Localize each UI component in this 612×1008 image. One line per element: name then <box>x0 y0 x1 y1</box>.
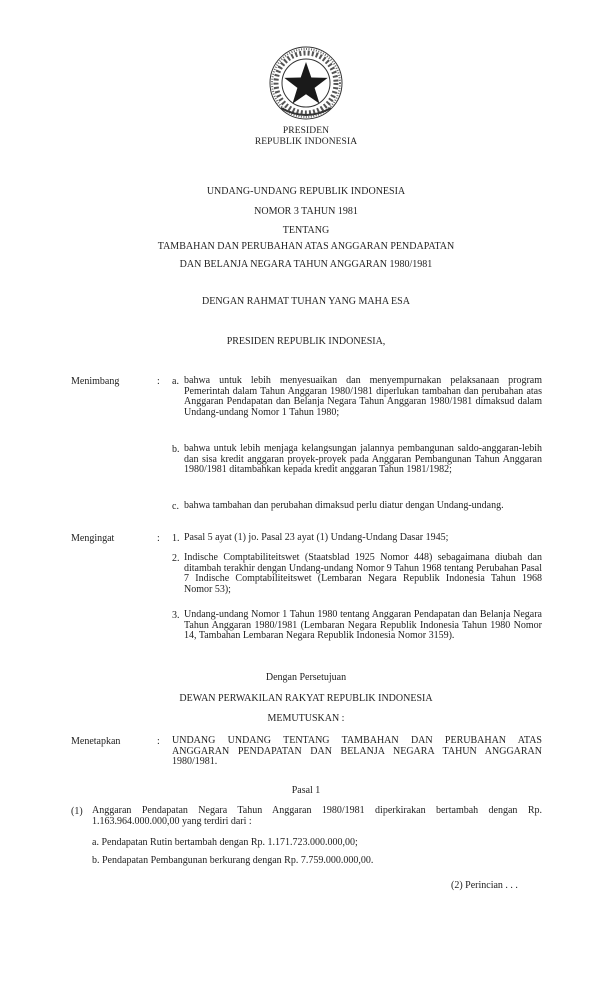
mengingat-colon: : <box>157 533 160 544</box>
pasal-heading: Pasal 1 <box>291 785 321 796</box>
menetapkan-colon: : <box>157 736 160 747</box>
president-line: PRESIDEN REPUBLIK INDONESIA, <box>226 336 386 347</box>
mengingat-3-mark: 3. <box>172 610 180 621</box>
menimbang-label: Menimbang <box>71 376 120 387</box>
page-footer-continuation: (2) Perincian . . . <box>451 880 518 891</box>
menimbang-b-mark: b. <box>172 444 180 455</box>
menetapkan-text: UNDANG UNDANG TENTANG TAMBAHAN DAN PERUBAHAN ATAS ANGGARAN PENDAPATAN DAN BELANJA NEGARA TAHUN ANGGARAN 1980/1981. <box>172 735 542 767</box>
mengingat-2-mark: 2. <box>172 553 180 564</box>
mengingat-2-text: Indische Comptabiliteitswet (Staatsblad 1925 Nomor 448) sebagaimana diubah dan ditambah terakhir dengan Undang-undang Nomor 9 Tahun 1968 tentang Perubahan Pasal 7 Indische Comptabiliteitswet (Lembaran Negara Republik Indonesia Tahun 1968 Nomor 53); <box>184 552 542 595</box>
mengingat-1-text: Pasal 5 ayat (1) jo. Pasal 23 ayat (1) Undang-Undang Dasar 1945; <box>184 532 449 543</box>
blessing: DENGAN RAHMAT TUHAN YANG MAHA ESA <box>202 296 410 307</box>
menimbang-a-text: bahwa untuk lebih menyesuaikan dan menyempurnakan pelaksanaan program Pemerintah dalam Tahun Anggaran 1980/1981 diperlukan tambahan dan perubahan atas Anggaran Pendapatan dan Belanja Negara Tahun Anggaran 1980/1981 dimaksud dalam Undang-undang Nomor 1 Tahun 1980; <box>184 375 542 418</box>
header-presiden: PRESIDEN <box>282 126 330 136</box>
title-line-2: NOMOR 3 TAHUN 1981 <box>254 206 358 217</box>
menimbang-b-text: bahwa untuk lebih menjaga kelangsungan jalannya pembangunan saldo-anggaran-lebih dan sisa kredit anggaran proyek-proyek pada Anggaran Pembangunan Tahun Anggaran 1980/1981 ditambahkan kepada kredit anggaran Tahun 1981/1982; <box>184 443 542 475</box>
menetapkan-label: Menetapkan <box>71 736 121 747</box>
title-line-3: TENTANG <box>282 225 330 236</box>
mengingat-1-mark: 1. <box>172 533 180 544</box>
header-republik: REPUBLIK INDONESIA <box>254 137 358 147</box>
dpr-line: DEWAN PERWAKILAN RAKYAT REPUBLIK INDONESIA <box>179 693 433 704</box>
title-line-4: TAMBAHAN DAN PERUBAHAN ATAS ANGGARAN PENDAPATAN <box>157 241 455 252</box>
title-line-1: UNDANG-UNDANG REPUBLIK INDONESIA <box>206 186 406 197</box>
title-line-5: DAN BELANJA NEGARA TAHUN ANGGARAN 1980/1981 <box>179 259 433 270</box>
ayat-1-text: Anggaran Pendapatan Negara Tahun Anggaran 1980/1981 diperkirakan bertambah dengan Rp. 1.163.964.000.000,00 yang terdiri dari : <box>92 805 542 827</box>
menimbang-colon: : <box>157 376 160 387</box>
ayat-1-item-b: b. Pendapatan Pembangunan berkurang dengan Rp. 7.759.000.000,00. <box>92 855 374 866</box>
persetujuan: Dengan Persetujuan <box>265 672 347 683</box>
ayat-1-mark: (1) <box>71 806 83 817</box>
ayat-1-item-a: a. Pendapatan Rutin bertambah dengan Rp. 1.171.723.000.000,00; <box>92 837 358 848</box>
menimbang-c-mark: c. <box>172 501 179 512</box>
menimbang-a-mark: a. <box>172 376 179 387</box>
state-emblem <box>263 42 349 124</box>
menimbang-c-text: bahwa tambahan dan perubahan dimaksud perlu diatur dengan Undang-undang. <box>184 500 504 511</box>
memutuskan: MEMUTUSKAN : <box>267 713 345 724</box>
mengingat-label: Mengingat <box>71 533 115 544</box>
mengingat-3-text: Undang-undang Nomor 1 Tahun 1980 tentang Anggaran Pendapatan dan Belanja Negara Tahun Anggaran 1980/1981 (Lembaran Negara Republik Indonesia Tahun 1980 Nomor 14, Tambahan Lembaran Negara Republik Indonesia Nomor 3159). <box>184 609 542 641</box>
